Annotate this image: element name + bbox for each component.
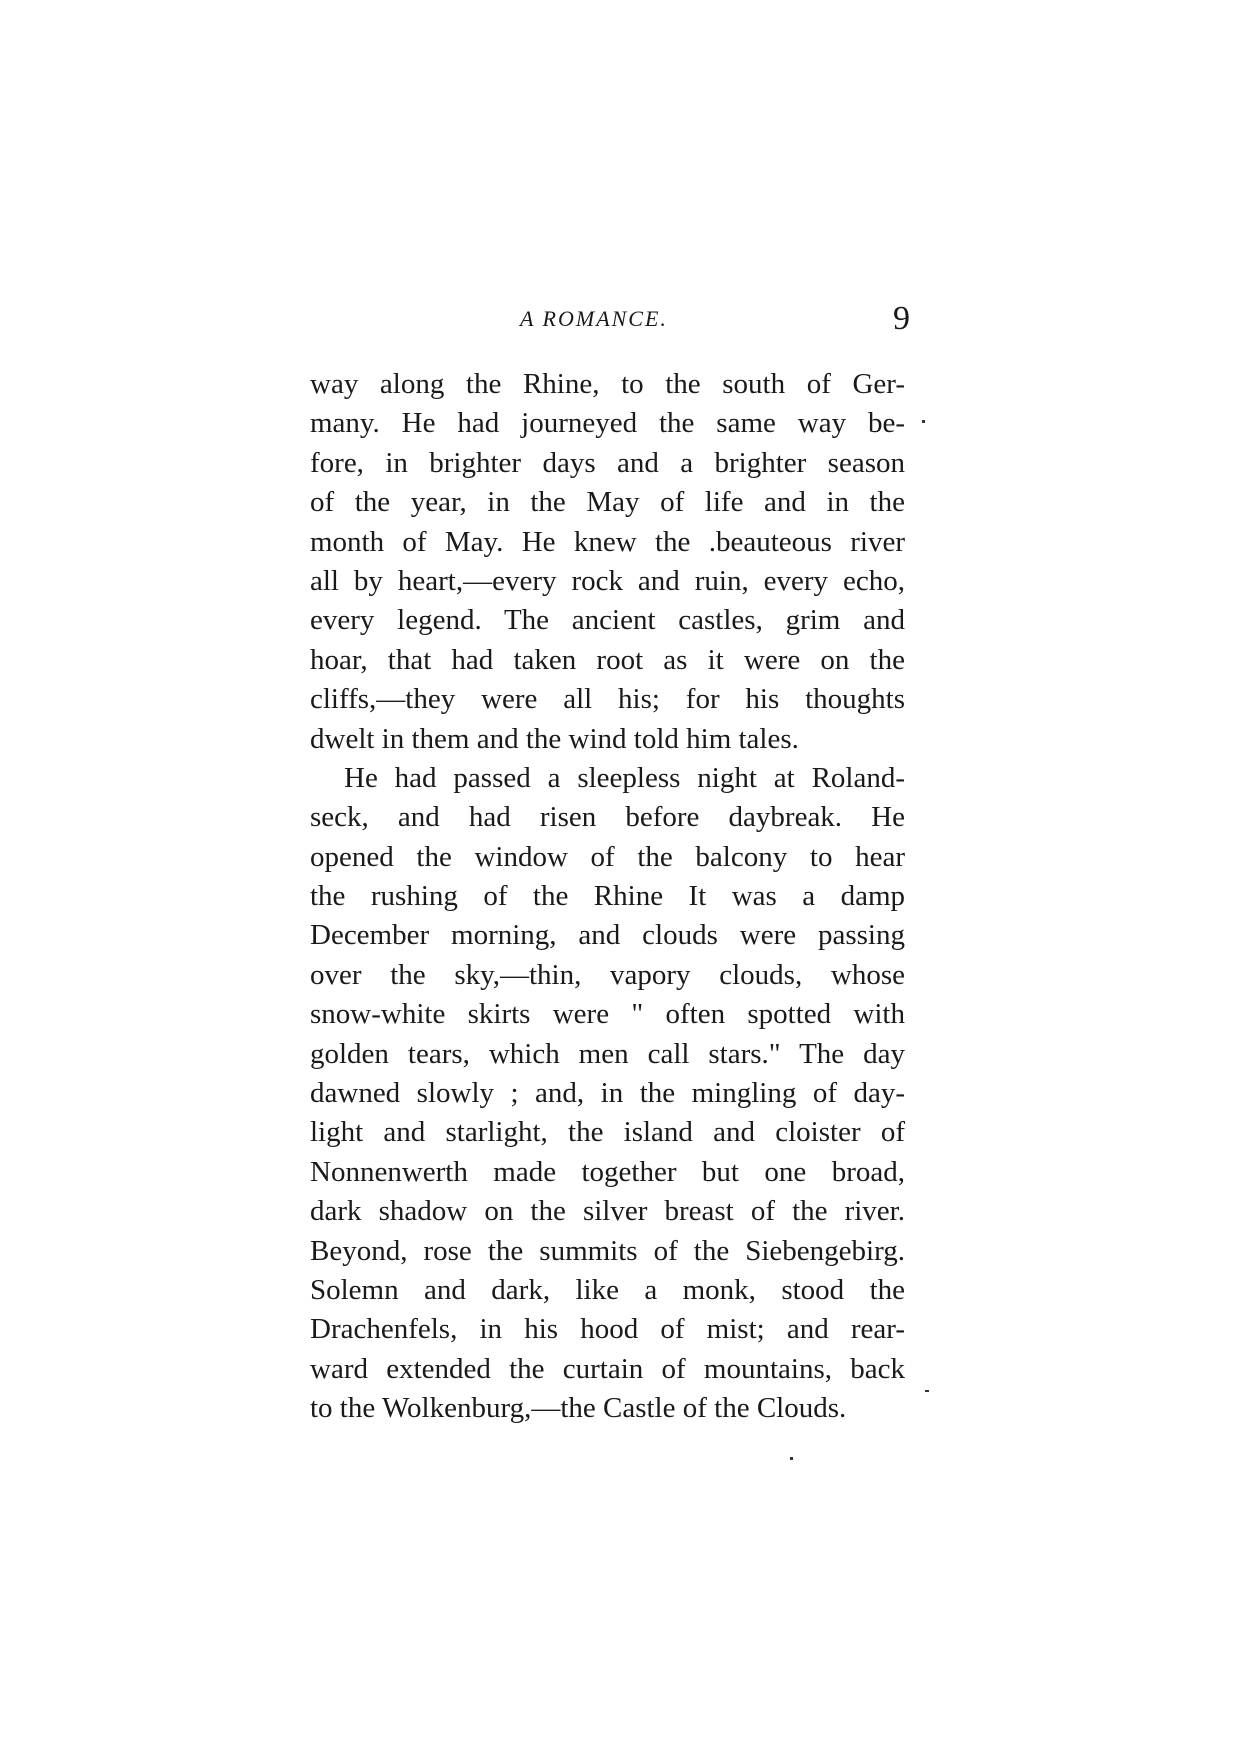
text-line: over the sky,—thin, vapory clouds, whose xyxy=(310,958,905,991)
page-number: 9 xyxy=(893,300,910,337)
text-line: to the Wolkenburg,—the Castle of the Clouds. xyxy=(310,1392,847,1425)
text-line: of the year, in the May of life and in the xyxy=(310,486,905,519)
scan-speck xyxy=(790,1457,793,1460)
text-line: snow-white skirts were " often spotted with xyxy=(310,998,905,1031)
text-line: the rushing of the Rhine It was a damp xyxy=(310,880,905,913)
text-line: Solemn and dark, like a monk, stood the xyxy=(310,1273,905,1306)
text-line: light and starlight, the island and cloister of xyxy=(310,1116,905,1149)
text-line: month of May. He knew the .beauteous river xyxy=(310,525,905,558)
text-line: dark shadow on the silver breast of the river. xyxy=(310,1195,905,1228)
text-line: fore, in brighter days and a brighter season xyxy=(310,446,905,479)
paragraph-1 xyxy=(310,365,905,759)
body-text xyxy=(310,365,905,1429)
text-line: many. He had journeyed the same way be- xyxy=(310,407,905,440)
text-line: dwelt in them and the wind told him tales. xyxy=(310,722,799,755)
text-line: ward extended the curtain of mountains, back xyxy=(310,1352,905,1385)
running-title: A ROMANCE. xyxy=(520,306,668,331)
text-line: Beyond, rose the summits of the Siebengebirg. xyxy=(310,1234,905,1267)
paragraph-2 xyxy=(310,759,905,1429)
text-line: December morning, and clouds were passing xyxy=(310,919,905,952)
text-line: hoar, that had taken root as it were on the xyxy=(310,643,905,676)
scan-speck xyxy=(925,1390,929,1392)
text-line: way along the Rhine, to the south of Ger- xyxy=(310,368,905,400)
text-line: cliffs,—they were all his; for his thoughts xyxy=(310,683,905,716)
text-line: dawned slowly ; and, in the mingling of day- xyxy=(310,1077,905,1110)
text-line: all by heart,—every rock and ruin, every echo, xyxy=(310,564,905,597)
text-line: golden tears, which men call stars." The day xyxy=(310,1037,905,1070)
text-line: Drachenfels, in his hood of mist; and rear- xyxy=(310,1313,905,1346)
text-line: opened the window of the balcony to hear xyxy=(310,840,905,873)
text-line: Nonnenwerth made together but one broad, xyxy=(310,1155,905,1188)
text-line: every legend. The ancient castles, grim and xyxy=(310,604,905,637)
scan-speck xyxy=(922,420,925,423)
running-header xyxy=(310,300,910,340)
text-line: He had passed a sleepless night at Roland- xyxy=(344,761,905,794)
text-line: seck, and had risen before daybreak. He xyxy=(310,801,905,834)
